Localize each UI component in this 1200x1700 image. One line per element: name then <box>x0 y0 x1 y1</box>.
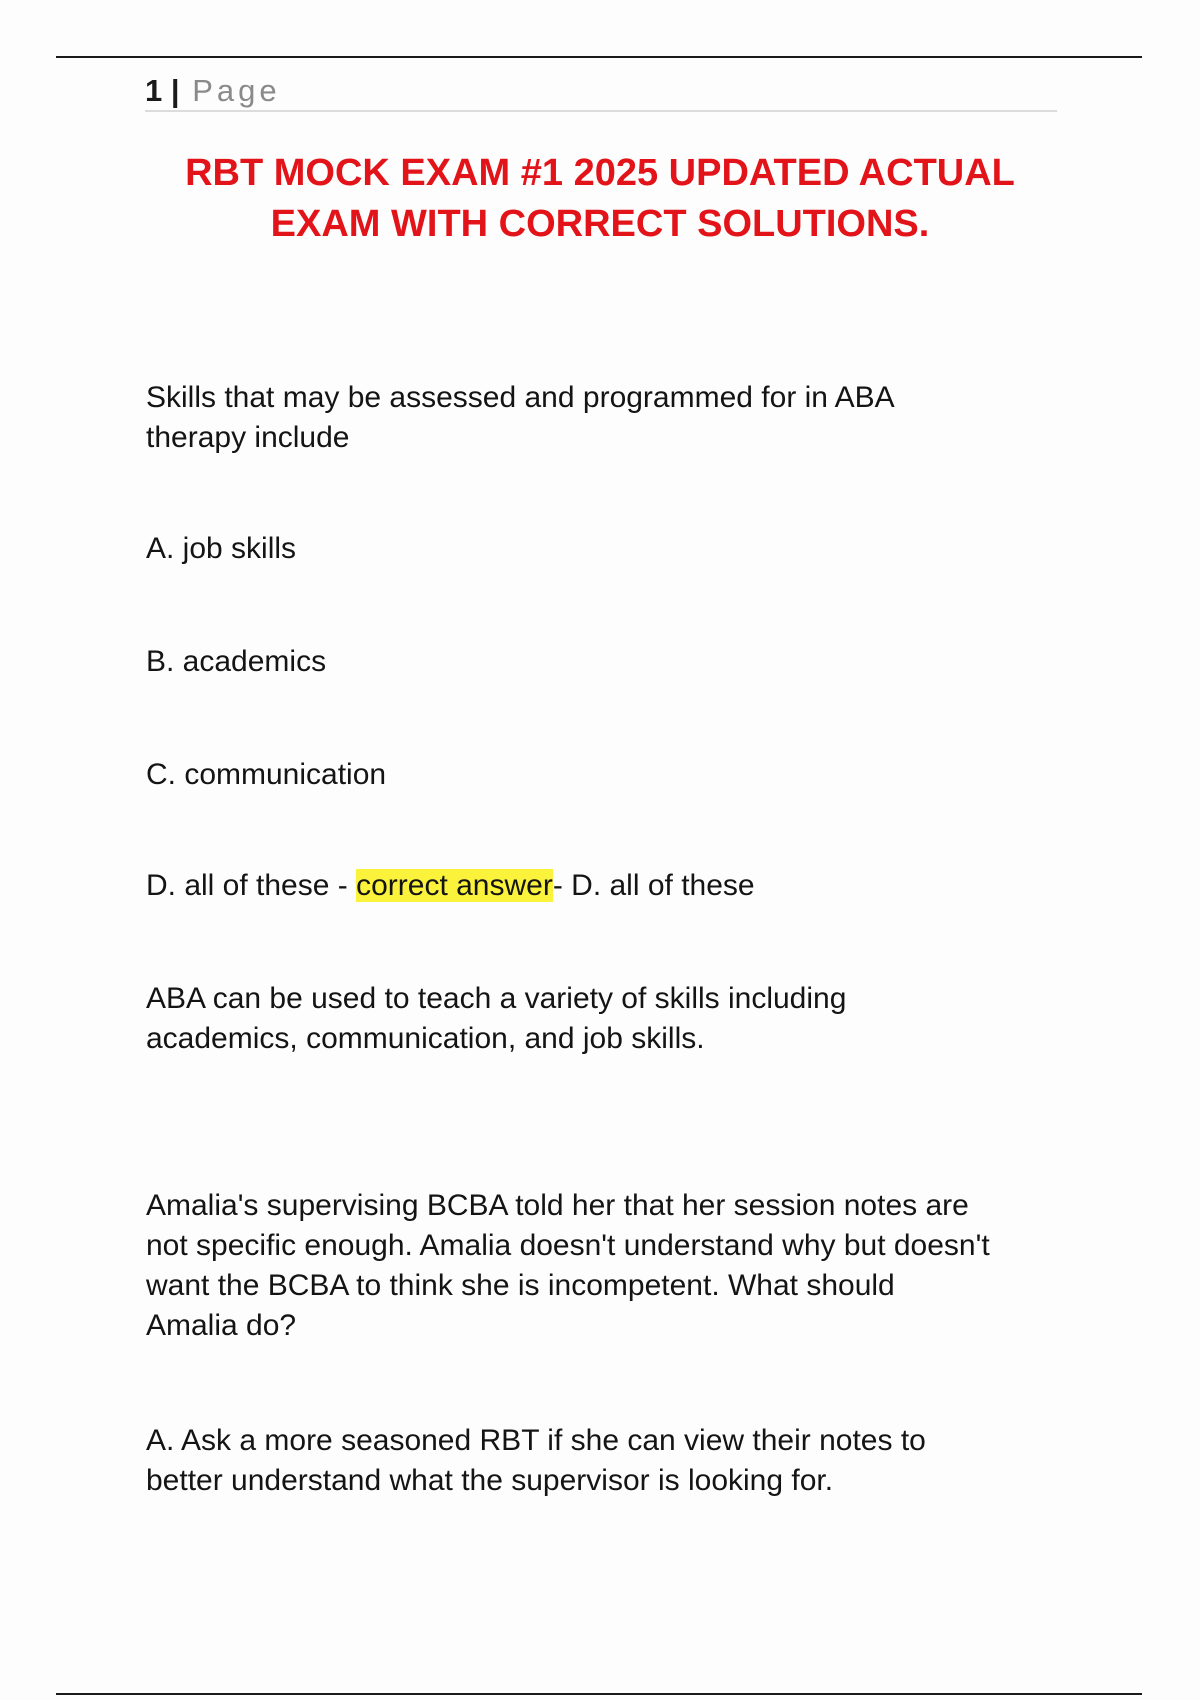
top-rule <box>56 56 1142 58</box>
question-1-explanation: ABA can be used to teach a variety of skills including academics, communication, and job skills. <box>146 982 847 1055</box>
option-d-text: D. all of these - <box>146 869 357 902</box>
page-separator: | <box>170 73 180 108</box>
question-2-prompt: Amalia's supervising BCBA told her that her session notes are not specific enough. Amalia doesn't understand why but doesn't want the BCBA to think she is incompetent. What should Amalia do? <box>146 1189 990 1342</box>
page-label: Page <box>192 73 281 108</box>
question-1-option-d <box>146 866 1076 906</box>
question-1-option-a: A. job skills <box>146 532 297 565</box>
correct-answer-highlight: correct answer <box>356 869 553 902</box>
document-title <box>110 148 1090 250</box>
question-2-option-a: A. Ask a more seasoned RBT if she can view their notes to better understand what the supervisor is looking for. <box>146 1424 926 1497</box>
question-1-prompt: Skills that may be assessed and programmed for in ABA therapy include <box>146 381 895 454</box>
bottom-rule <box>56 1693 1142 1695</box>
option-d-answer: - D. all of these <box>552 869 755 902</box>
question-1-option-b: B. academics <box>146 645 327 678</box>
title-line-1: RBT MOCK EXAM #1 2025 UPDATED ACTUAL <box>185 152 1015 194</box>
page-header <box>145 72 1057 112</box>
title-line-2: EXAM WITH CORRECT SOLUTIONS. <box>270 203 930 245</box>
page-number: 1 <box>145 73 163 108</box>
question-1-option-c: C. communication <box>146 758 387 791</box>
